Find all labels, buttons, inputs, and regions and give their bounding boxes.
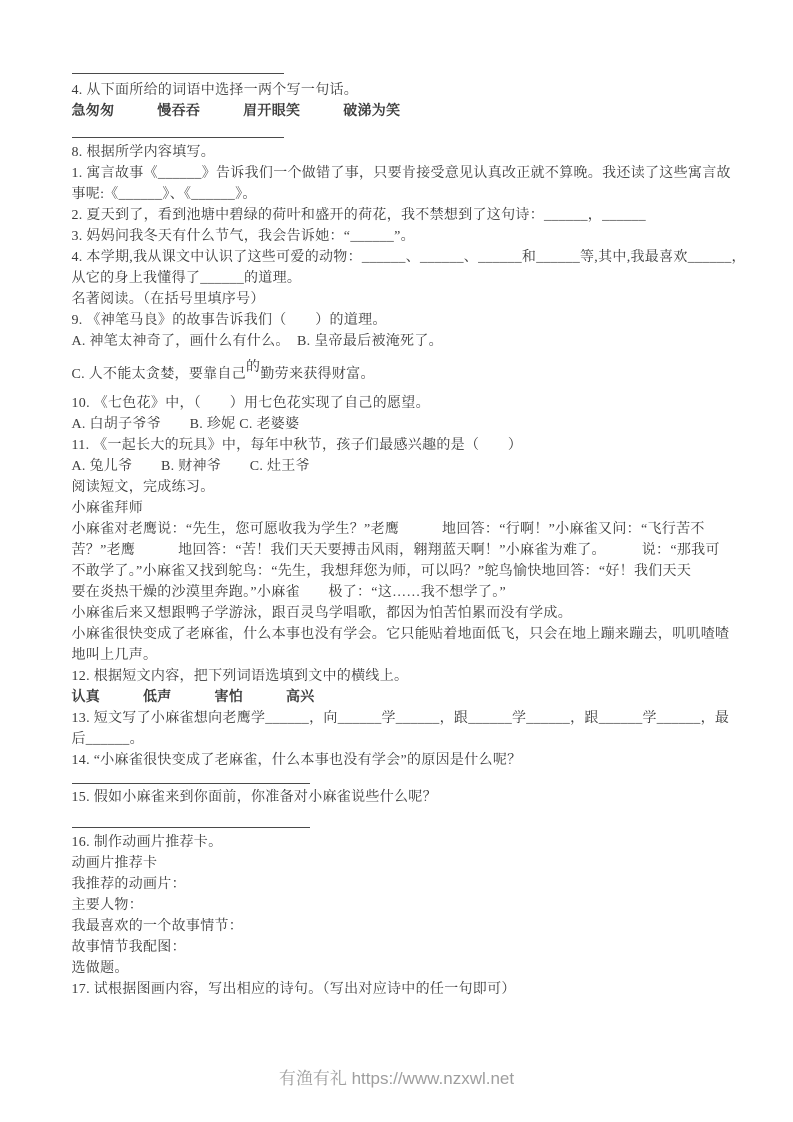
section-optional: 选做题。 — [71, 961, 129, 976]
q8-item-2: 2. 夏天到了，看到池塘中碧绿的荷叶和盛开的荷花，我不禁想到了这句诗：______，______ — [71, 208, 646, 223]
passage-line: 要在炎热干燥的沙漠里奔跑。”小麻雀 极了：“这……我不想学了。” — [71, 585, 507, 600]
card-title: 动画片推荐卡 — [71, 856, 158, 871]
passage-line: 不敢学了。”小麻雀又找到鸵鸟：“先生，我想拜您为师，可以吗？”鸵鸟愉快地回答：“好！我们天天 — [71, 564, 692, 579]
question-17: 17. 试根据图画内容，写出相应的诗句。（写出对应诗中的任一句即可） — [71, 982, 516, 997]
passage-line: 地叫上几声。 — [71, 648, 158, 663]
passage-title: 小麻雀拜师 — [71, 501, 143, 516]
question-11: 11. 《一起长大的玩具》中，每年中秋节，孩子们最感兴趣的是（ ） — [71, 438, 523, 453]
question-10: 10. 《七色花》中，（ ）用七色花实现了自己的愿望。 — [71, 396, 430, 411]
footer-watermark — [0, 1068, 793, 1090]
word-bank-q12: 认真 低声 害怕 高兴 — [71, 690, 315, 705]
q9-options-ab: A. 神笔太神奇了，画什么有什么。 B. 皇帝最后被淹死了。 — [71, 334, 443, 349]
question-4: 4. 从下面所给的词语中选择一两个写一句话。 — [71, 83, 359, 98]
text-segment: C. 人不能太贪婪，要靠自己 — [71, 367, 247, 382]
question-13-line-2: 后______。 — [71, 732, 144, 747]
card-field-characters: 主要人物： — [71, 898, 143, 913]
passage-line: 苦？”老鹰 地回答：“苦！我们天天要搏击风雨，翱翔蓝天啊！”小麻雀为难了。 说：“那我可 — [71, 543, 720, 558]
card-field-plot: 我最喜欢的一个故事情节： — [71, 919, 244, 934]
card-field-film: 我推荐的动画片： — [71, 877, 186, 892]
card-field-illustration: 故事情节我配图： — [71, 940, 186, 955]
q8-item-1-line-2: 事呢:《______》、《______》。 — [71, 187, 257, 202]
q10-options: A. 白胡子爷爷 B. 珍妮 C. 老婆婆 — [71, 417, 300, 432]
question-9: 9. 《神笔马良》的故事告诉我们（ ）的道理。 — [71, 313, 387, 328]
q8-item-4-line-2: 从它的身上我懂得了______的道理。 — [71, 271, 302, 286]
section-famous-books: 名著阅读。（在括号里填序号） — [71, 292, 265, 307]
superscript-char: 的 — [246, 360, 261, 375]
passage-line: 小麻雀后来又想跟鸭子学游泳，跟百灵鸟学唱歌，都因为怕苦怕累而没有学成。 — [71, 606, 572, 621]
q8-item-1-line-1: 1. 寓言故事《______》告诉我们一个做错了事，只要肯接受意见认真改正就不算晚。我还读了这些寓言故 — [71, 166, 731, 181]
question-15: 15. 假如小麻雀来到你面前，你准备对小麻雀说些什么呢？ — [71, 790, 437, 805]
passage-line: 小麻雀对老鹰说：“先生，您可愿收我为学生？”老鹰 地回答：“行啊！”小麻雀又问：“飞行苦不 — [71, 522, 705, 537]
question-12: 12. 根据短文内容，把下列词语选填到文中的横线上。 — [71, 669, 409, 684]
q8-item-3: 3. 妈妈问我冬天有什么节气，我会告诉她：“______”。 — [71, 229, 415, 244]
q8-item-4-line-1: 4. 本学期,我从课文中认识了这些可爱的动物：______、______、______和______等,其中,我最喜欢______， — [71, 250, 746, 265]
text-segment: 勤劳来获得财富。 — [260, 367, 375, 382]
passage-line: 小麻雀很快变成了老麻雀，什么本事也没有学会。它只能贴着地面低飞，只会在地上蹦来蹦去，叽叽喳喳 — [71, 627, 730, 642]
question-8: 8. 根据所学内容填写。 — [71, 145, 216, 160]
q9-option-c — [71, 360, 722, 385]
worksheet-body — [71, 0, 746, 1000]
word-bank-q4: 急匆匆 慢吞吞 眉开眼笑 破涕为笑 — [71, 104, 401, 119]
section-reading: 阅读短文，完成练习。 — [71, 480, 215, 495]
question-13-line-1: 13. 短文写了小麻雀想向老鹰学______，向______学______，跟______学______，跟______学______，最 — [71, 711, 730, 726]
question-16: 16. 制作动画片推荐卡。 — [71, 835, 223, 850]
answer-line — [72, 73, 284, 74]
answer-line — [72, 783, 310, 784]
q11-options: A. 兔儿爷 B. 财神爷 C. 灶王爷 — [71, 459, 310, 474]
answer-line — [72, 827, 310, 828]
question-14: 14. “小麻雀很快变成了老麻雀，什么本事也没有学会”的原因是什么呢？ — [71, 753, 522, 768]
footer-text: 有渔有礼 https://www.nzxwl.net — [278, 1069, 515, 1088]
answer-line — [72, 137, 284, 138]
